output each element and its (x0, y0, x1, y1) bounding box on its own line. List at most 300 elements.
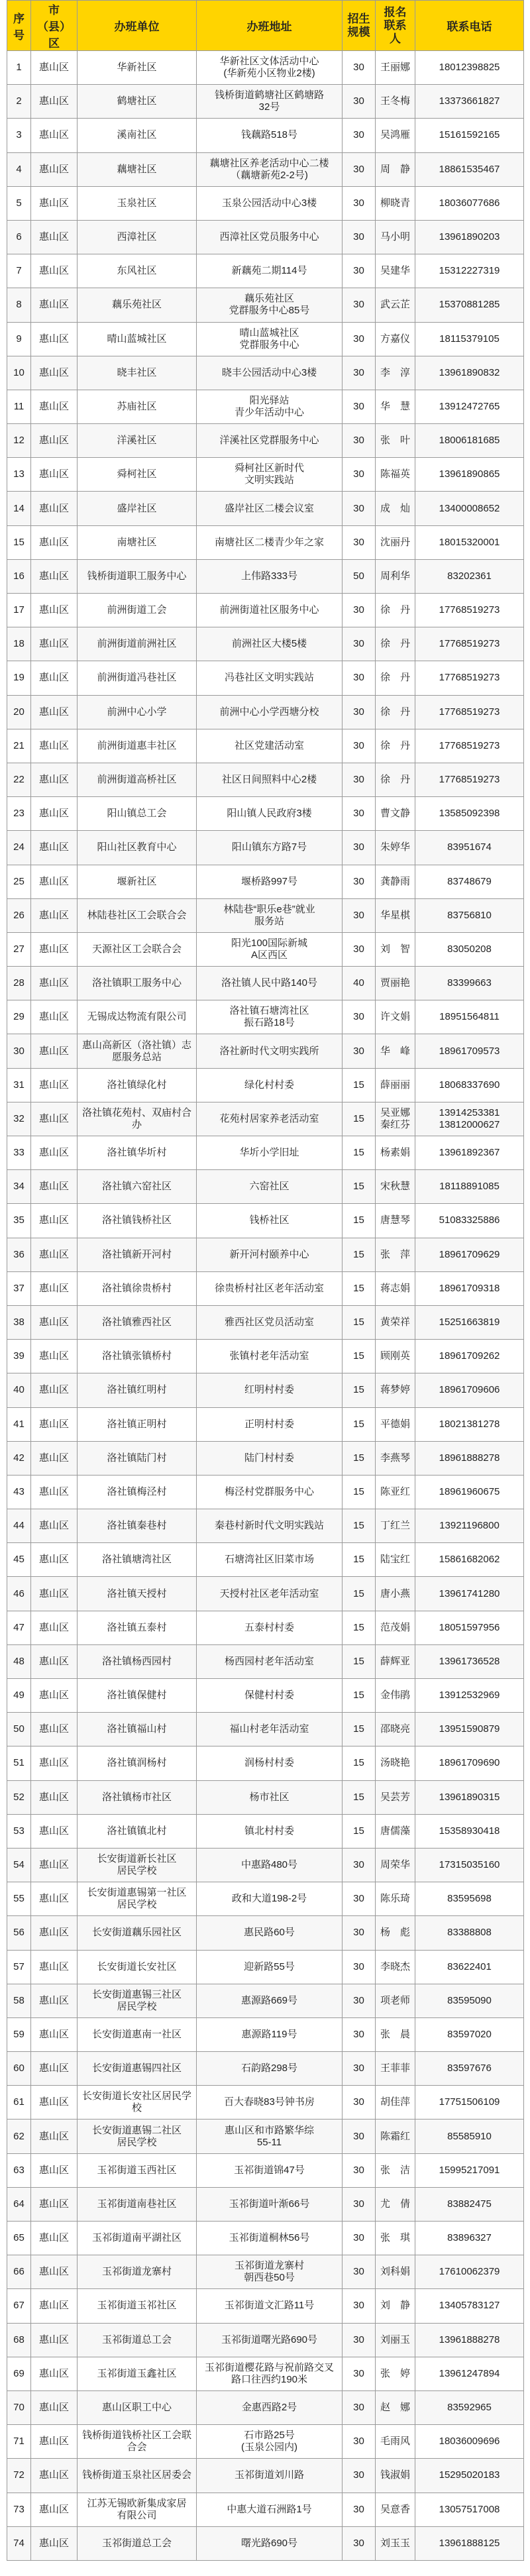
table-row (7, 2459, 524, 2493)
cell-index: 58 (7, 1984, 31, 2017)
cell-phone: 13961888278 (415, 2323, 524, 2357)
cell-district: 惠山区 (31, 254, 78, 288)
cell-seats: 15 (343, 1441, 376, 1475)
cell-index: 12 (7, 424, 31, 458)
cell-index: 74 (7, 2526, 31, 2560)
cell-seats: 30 (343, 2493, 376, 2526)
cell-contact: 吴意香 (376, 2493, 415, 2526)
table-row (7, 1034, 524, 1068)
cell-unit: 前洲街道工会 (78, 594, 197, 627)
cell-index: 68 (7, 2323, 31, 2357)
cell-seats: 30 (343, 2017, 376, 2051)
table-row (7, 1068, 524, 1102)
table-row (7, 2493, 524, 2526)
cell-address: 惠源路119号 (197, 2017, 343, 2051)
cell-phone: 83748679 (415, 865, 524, 898)
cell-district: 惠山区 (31, 525, 78, 559)
cell-contact: 徐 丹 (376, 695, 415, 729)
cell-district: 惠山区 (31, 1814, 78, 1848)
cell-address: 六窑社区 (197, 1170, 343, 1204)
cell-address: 晓丰公园活动中心3楼 (197, 356, 343, 390)
cell-unit: 玉祁街道总工会 (78, 2323, 197, 2357)
cell-unit: 惠山高新区（洛社镇）志愿服务总站 (78, 1034, 197, 1068)
cell-seats: 15 (343, 1780, 376, 1814)
cell-address: 南塘社区二楼青少年之家 (197, 525, 343, 559)
cell-address: 洛社新时代文明实践所 (197, 1034, 343, 1068)
cell-contact: 吴建华 (376, 254, 415, 288)
cell-unit: 长安街道惠锡三社区 居民学校 (78, 1984, 197, 2017)
table-row (7, 729, 524, 763)
cell-seats: 15 (343, 1713, 376, 1746)
cell-district: 惠山区 (31, 898, 78, 932)
cell-phone: 18115379105 (415, 322, 524, 356)
cell-index: 67 (7, 2289, 31, 2323)
cell-seats: 30 (343, 695, 376, 729)
cell-index: 51 (7, 1746, 31, 1780)
cell-phone: 13961888125 (415, 2526, 524, 2560)
header-contact: 报名 联系人 (376, 1, 415, 51)
cell-unit: 洛社镇福山村 (78, 1713, 197, 1746)
cell-address: 晴山蓝城社区 党群服务中心 (197, 322, 343, 356)
cell-district: 惠山区 (31, 1746, 78, 1780)
cell-contact: 柳晓青 (376, 186, 415, 220)
cell-seats: 30 (343, 492, 376, 525)
cell-contact: 徐 丹 (376, 661, 415, 695)
cell-index: 64 (7, 2187, 31, 2221)
cell-district: 惠山区 (31, 1679, 78, 1713)
cell-unit: 前洲街道前洲社区 (78, 627, 197, 661)
cell-index: 57 (7, 1950, 31, 1984)
cell-address: 新藕苑二期114号 (197, 254, 343, 288)
cell-unit: 洛社镇六窑社区 (78, 1170, 197, 1204)
cell-unit: 洛社镇陆门村 (78, 1441, 197, 1475)
cell-district: 惠山区 (31, 1577, 78, 1611)
cell-phone: 17768519273 (415, 661, 524, 695)
cell-phone: 83756810 (415, 898, 524, 932)
cell-phone: 17768519273 (415, 695, 524, 729)
cell-phone: 13585092398 (415, 797, 524, 831)
cell-unit: 玉祁街道南巷社区 (78, 2187, 197, 2221)
header-row (7, 1, 524, 51)
cell-address: 藕乐苑社区 党群服务中心85号 (197, 288, 343, 322)
cell-index: 17 (7, 594, 31, 627)
cell-index: 40 (7, 1373, 31, 1407)
cell-unit: 洋溪社区 (78, 424, 197, 458)
cell-unit: 洛社镇五泰村 (78, 1611, 197, 1644)
cell-seats: 30 (343, 932, 376, 966)
table-row (7, 695, 524, 729)
cell-district: 惠山区 (31, 1984, 78, 2017)
cell-index: 44 (7, 1509, 31, 1543)
table-row (7, 932, 524, 966)
cell-phone: 13961736528 (415, 1644, 524, 1678)
cell-district: 惠山区 (31, 2390, 78, 2424)
cell-phone: 18961888278 (415, 1441, 524, 1475)
table-row (7, 2222, 524, 2255)
cell-contact: 王丽娜 (376, 51, 415, 85)
cell-district: 惠山区 (31, 627, 78, 661)
cell-index: 18 (7, 627, 31, 661)
cell-contact: 薛丽丽 (376, 1068, 415, 1102)
cell-phone: 17768519273 (415, 729, 524, 763)
cell-phone: 18961709606 (415, 1373, 524, 1407)
cell-seats: 15 (343, 1238, 376, 1271)
table-row (7, 1984, 524, 2017)
cell-unit: 洛社镇张镇桥村 (78, 1340, 197, 1373)
table-row (7, 1780, 524, 1814)
cell-index: 22 (7, 763, 31, 796)
table-row (7, 594, 524, 627)
cell-phone: 83399663 (415, 967, 524, 1000)
cell-unit: 天源社区工会联合会 (78, 932, 197, 966)
table-row (7, 2289, 524, 2323)
cell-unit: 前洲中心小学 (78, 695, 197, 729)
cell-index: 5 (7, 186, 31, 220)
cell-district: 惠山区 (31, 85, 78, 119)
cell-unit: 前洲街道惠丰社区 (78, 729, 197, 763)
table-row (7, 967, 524, 1000)
cell-phone: 85585910 (415, 2120, 524, 2153)
cell-address: 阳山镇东方路7号 (197, 831, 343, 865)
cell-address: 迎新路55号 (197, 1950, 343, 1984)
cell-phone: 18036077686 (415, 186, 524, 220)
cell-index: 34 (7, 1170, 31, 1204)
cell-phone: 17315035160 (415, 1848, 524, 1882)
cell-address: 前洲街道社区服务中心 (197, 594, 343, 627)
cell-unit: 晴山蓝城社区 (78, 322, 197, 356)
table-row (7, 2255, 524, 2289)
cell-contact: 武云芷 (376, 288, 415, 322)
cell-phone: 13961890865 (415, 458, 524, 492)
table-row (7, 254, 524, 288)
cell-district: 惠山区 (31, 1950, 78, 1984)
cell-index: 11 (7, 390, 31, 423)
cell-address: 正明村村委 (197, 1407, 343, 1441)
cell-address: 洋溪社区党群服务中心 (197, 424, 343, 458)
cell-address: 玉祁街道龙寨村 朝西巷50号 (197, 2255, 343, 2289)
cell-phone: 18012398825 (415, 51, 524, 85)
cell-address: 曙光路690号 (197, 2526, 343, 2560)
table-row (7, 1679, 524, 1713)
cell-district: 惠山区 (31, 2222, 78, 2255)
cell-unit: 长安街道长安社区 (78, 1950, 197, 1984)
cell-index: 24 (7, 831, 31, 865)
cell-seats: 30 (343, 2120, 376, 2153)
cell-address: 玉祁街道桐林56号 (197, 2222, 343, 2255)
cell-seats: 15 (343, 1746, 376, 1780)
cell-seats: 15 (343, 1543, 376, 1577)
table-row (7, 1814, 524, 1848)
cell-district: 惠山区 (31, 1373, 78, 1407)
cell-contact: 张 琪 (376, 2222, 415, 2255)
cell-phone: 13961890832 (415, 356, 524, 390)
cell-phone: 13057517008 (415, 2493, 524, 2526)
cell-index: 19 (7, 661, 31, 695)
cell-unit: 藕乐苑社区 (78, 288, 197, 322)
cell-unit: 苏庙社区 (78, 390, 197, 423)
table-row (7, 1509, 524, 1543)
cell-address: 冯巷社区文明实践站 (197, 661, 343, 695)
cell-district: 惠山区 (31, 1713, 78, 1746)
table-row (7, 1746, 524, 1780)
cell-seats: 30 (343, 898, 376, 932)
enrollment-table (7, 0, 524, 2561)
cell-district: 惠山区 (31, 865, 78, 898)
table-row (7, 1373, 524, 1407)
table-row (7, 1238, 524, 1271)
table-row (7, 2017, 524, 2051)
cell-address: 政和大道198-2号 (197, 1882, 343, 1916)
cell-phone: 13961247894 (415, 2357, 524, 2390)
table-body (7, 51, 524, 2561)
cell-contact: 许文娟 (376, 1000, 415, 1034)
cell-phone: 18006181685 (415, 424, 524, 458)
cell-seats: 15 (343, 1373, 376, 1407)
cell-phone: 15161592165 (415, 119, 524, 152)
cell-contact: 徐 丹 (376, 763, 415, 796)
cell-address: 梅泾村党群服务中心 (197, 1475, 343, 1509)
cell-unit: 洛社镇天授村 (78, 1577, 197, 1611)
table-row (7, 1000, 524, 1034)
cell-contact: 贾丽艳 (376, 967, 415, 1000)
cell-unit: 玉祁街道玉鑫社区 (78, 2357, 197, 2390)
cell-unit: 惠山区职工中心 (78, 2390, 197, 2424)
cell-district: 惠山区 (31, 356, 78, 390)
cell-district: 惠山区 (31, 1882, 78, 1916)
cell-contact: 龚静雨 (376, 865, 415, 898)
cell-unit: 阳山社区教育中心 (78, 831, 197, 865)
cell-contact: 陈福英 (376, 458, 415, 492)
cell-seats: 30 (343, 322, 376, 356)
cell-district: 惠山区 (31, 2459, 78, 2493)
cell-phone: 17768519273 (415, 594, 524, 627)
cell-contact: 平德娟 (376, 1407, 415, 1441)
cell-phone: 13961890203 (415, 220, 524, 254)
table-header (7, 1, 524, 51)
cell-unit: 洛社镇塘湾社区 (78, 1543, 197, 1577)
cell-contact: 李燕琴 (376, 1441, 415, 1475)
table-row (7, 1916, 524, 1950)
cell-index: 25 (7, 865, 31, 898)
cell-contact: 唐慧琴 (376, 1204, 415, 1238)
cell-district: 惠山区 (31, 1068, 78, 1102)
cell-index: 49 (7, 1679, 31, 1713)
header-address: 办班地址 (197, 1, 343, 51)
table-row (7, 1170, 524, 1204)
cell-address: 上伟路333号 (197, 559, 343, 593)
cell-address: 雅西社区党员活动室 (197, 1305, 343, 1339)
cell-unit: 洛社镇杨市社区 (78, 1780, 197, 1814)
cell-address: 中惠大道石洲路1号 (197, 2493, 343, 2526)
cell-address: 惠民路60号 (197, 1916, 343, 1950)
table-row (7, 390, 524, 423)
cell-unit: 藕塘社区 (78, 152, 197, 186)
cell-address: 钱藕路518号 (197, 119, 343, 152)
cell-seats: 30 (343, 2255, 376, 2289)
cell-address: 洛社镇人民中路140号 (197, 967, 343, 1000)
cell-address: 红明村村委 (197, 1373, 343, 1407)
cell-unit: 玉祁街道总工会 (78, 2526, 197, 2560)
cell-district: 惠山区 (31, 763, 78, 796)
table-row (7, 1305, 524, 1339)
cell-unit: 无锡成达物流有限公司 (78, 1000, 197, 1034)
cell-index: 38 (7, 1305, 31, 1339)
header-index: 序号 (7, 1, 31, 51)
cell-unit: 溪南社区 (78, 119, 197, 152)
cell-index: 69 (7, 2357, 31, 2390)
cell-district: 惠山区 (31, 661, 78, 695)
cell-district: 惠山区 (31, 594, 78, 627)
cell-contact: 杨 彪 (376, 1916, 415, 1950)
cell-phone: 13912472765 (415, 390, 524, 423)
cell-seats: 30 (343, 152, 376, 186)
cell-contact: 成 灿 (376, 492, 415, 525)
cell-unit: 西漳社区 (78, 220, 197, 254)
cell-phone: 83951674 (415, 831, 524, 865)
cell-contact: 周利华 (376, 559, 415, 593)
cell-contact: 刘 静 (376, 2289, 415, 2323)
cell-seats: 30 (343, 2425, 376, 2459)
table-row (7, 1848, 524, 1882)
cell-seats: 30 (343, 2052, 376, 2086)
header-phone: 联系电话 (415, 1, 524, 51)
cell-phone: 18961709318 (415, 1271, 524, 1305)
cell-contact: 周 静 (376, 152, 415, 186)
table-row (7, 1271, 524, 1305)
cell-district: 惠山区 (31, 152, 78, 186)
cell-seats: 30 (343, 2390, 376, 2424)
cell-address: 阳山镇人民政府3楼 (197, 797, 343, 831)
cell-address: 盛岸社区二楼会议室 (197, 492, 343, 525)
table-row (7, 2120, 524, 2153)
cell-phone: 13921196800 (415, 1509, 524, 1543)
table-row (7, 2323, 524, 2357)
cell-phone: 83595698 (415, 1882, 524, 1916)
cell-phone: 13961892367 (415, 1136, 524, 1170)
cell-contact: 唐儒藻 (376, 1814, 415, 1848)
cell-contact: 吴鸿雁 (376, 119, 415, 152)
cell-contact: 徐 丹 (376, 729, 415, 763)
cell-district: 惠山区 (31, 322, 78, 356)
cell-index: 39 (7, 1340, 31, 1373)
cell-address: 前洲社区大楼5楼 (197, 627, 343, 661)
cell-phone: 13373661827 (415, 85, 524, 119)
cell-phone: 18118891085 (415, 1170, 524, 1204)
cell-index: 7 (7, 254, 31, 288)
cell-address: 玉泉公园活动中心3楼 (197, 186, 343, 220)
cell-unit: 东风社区 (78, 254, 197, 288)
cell-contact: 周荣华 (376, 1848, 415, 1882)
cell-seats: 30 (343, 797, 376, 831)
cell-seats: 15 (343, 1509, 376, 1543)
cell-index: 10 (7, 356, 31, 390)
cell-district: 惠山区 (31, 2052, 78, 2086)
cell-seats: 30 (343, 2323, 376, 2357)
cell-contact: 李 淳 (376, 356, 415, 390)
cell-unit: 林陆巷社区工会联合会 (78, 898, 197, 932)
cell-index: 54 (7, 1848, 31, 1882)
table-row (7, 1475, 524, 1509)
cell-address: 玉祁街道曙光路690号 (197, 2323, 343, 2357)
cell-address: 藕塘社区养老活动中心二楼（藕塘新苑2-2号) (197, 152, 343, 186)
cell-seats: 30 (343, 2086, 376, 2120)
table-row (7, 356, 524, 390)
cell-contact: 蒋志娟 (376, 1271, 415, 1305)
table-row (7, 898, 524, 932)
cell-unit: 长安街道惠锡四社区 (78, 2052, 197, 2086)
cell-seats: 30 (343, 186, 376, 220)
table-row (7, 458, 524, 492)
cell-phone: 13961741280 (415, 1577, 524, 1611)
cell-phone: 18861535467 (415, 152, 524, 186)
cell-phone: 83622401 (415, 1950, 524, 1984)
cell-contact: 华 慧 (376, 390, 415, 423)
cell-address: 杨西园村老年活动室 (197, 1644, 343, 1678)
cell-phone: 18961709262 (415, 1340, 524, 1373)
cell-index: 61 (7, 2086, 31, 2120)
cell-district: 惠山区 (31, 1780, 78, 1814)
cell-district: 惠山区 (31, 2120, 78, 2153)
table-row (7, 2526, 524, 2560)
cell-phone: 18961709573 (415, 1034, 524, 1068)
cell-district: 惠山区 (31, 2086, 78, 2120)
cell-address: 五泰村村委 (197, 1611, 343, 1644)
table-row (7, 492, 524, 525)
cell-address: 新开河村颐养中心 (197, 1238, 343, 1271)
cell-contact: 李晓杰 (376, 1950, 415, 1984)
cell-phone: 83388808 (415, 1916, 524, 1950)
cell-phone: 15861682062 (415, 1543, 524, 1577)
table-row (7, 2425, 524, 2459)
cell-index: 13 (7, 458, 31, 492)
cell-district: 惠山区 (31, 831, 78, 865)
cell-address: 花苑村居家养老活动室 (197, 1102, 343, 1136)
cell-phone: 83597020 (415, 2017, 524, 2051)
cell-unit: 鹤塘社区 (78, 85, 197, 119)
cell-district: 惠山区 (31, 932, 78, 966)
cell-index: 36 (7, 1238, 31, 1271)
cell-address: 社区党建活动室 (197, 729, 343, 763)
cell-district: 惠山区 (31, 492, 78, 525)
cell-phone: 18961709690 (415, 1746, 524, 1780)
cell-district: 惠山区 (31, 186, 78, 220)
cell-contact: 刘科娟 (376, 2255, 415, 2289)
cell-seats: 30 (343, 1950, 376, 1984)
cell-index: 9 (7, 322, 31, 356)
cell-district: 惠山区 (31, 2526, 78, 2560)
cell-index: 71 (7, 2425, 31, 2459)
table-row (7, 627, 524, 661)
cell-seats: 30 (343, 2526, 376, 2560)
cell-contact: 张 叶 (376, 424, 415, 458)
cell-address: 徐贵桥村社区老年活动室 (197, 1271, 343, 1305)
cell-contact: 范茂娟 (376, 1611, 415, 1644)
cell-seats: 15 (343, 1204, 376, 1238)
cell-index: 50 (7, 1713, 31, 1746)
cell-contact: 胡佳萍 (376, 2086, 415, 2120)
cell-seats: 15 (343, 1068, 376, 1102)
cell-district: 惠山区 (31, 1238, 78, 1271)
cell-contact: 张 洁 (376, 2153, 415, 2187)
cell-phone: 18051597956 (415, 1611, 524, 1644)
cell-unit: 洛社镇镇北村 (78, 1814, 197, 1848)
header-seats: 招生 规模 (343, 1, 376, 51)
cell-seats: 30 (343, 627, 376, 661)
table-row (7, 797, 524, 831)
cell-seats: 30 (343, 254, 376, 288)
cell-seats: 30 (343, 1034, 376, 1068)
table-row (7, 1102, 524, 1136)
